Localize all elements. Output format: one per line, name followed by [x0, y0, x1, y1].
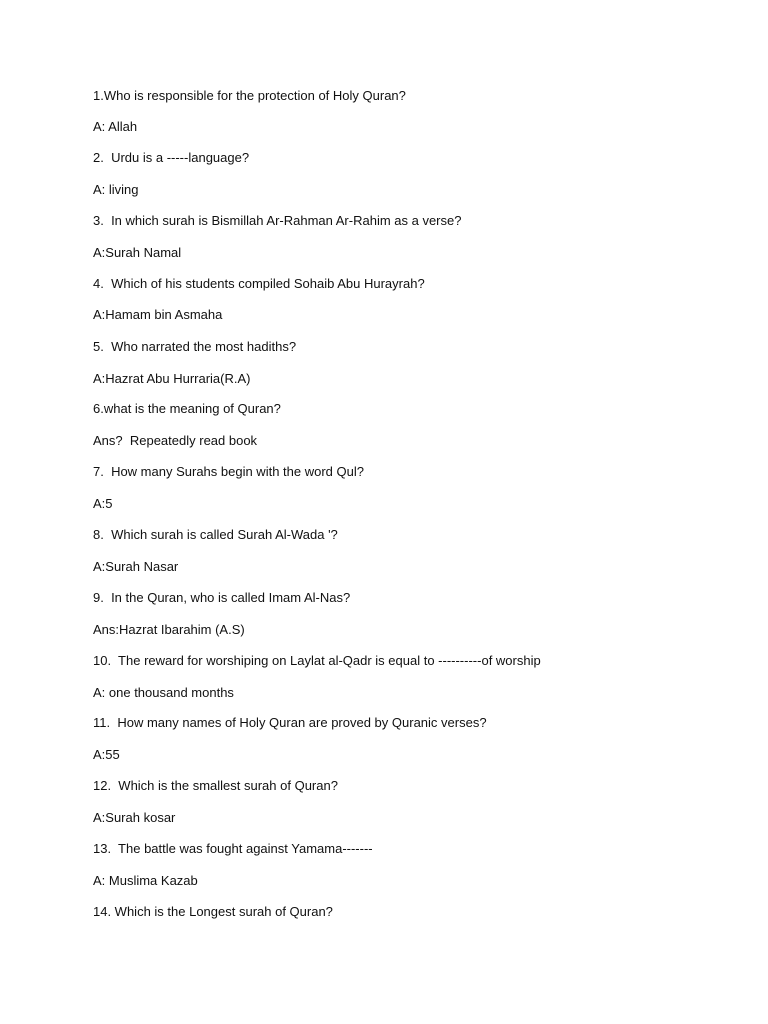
question-5: 5. Who narrated the most hadiths? [93, 339, 297, 354]
answer-5: A:Hazrat Abu Hurraria(R.A) [93, 371, 251, 386]
question-2: 2. Urdu is a -----language? [93, 150, 250, 165]
question-10: 10. The reward for worshiping on Laylat al-Qadr is equal to ----------of worship [93, 653, 541, 668]
answer-11: A:55 [93, 747, 120, 762]
question-1: 1.Who is responsible for the protection of Holy Quran? [93, 88, 406, 103]
question-9: 9. In the Quran, who is called Imam Al-Nas? [93, 590, 351, 605]
answer-6: Ans? Repeatedly read book [93, 433, 258, 448]
question-8: 8. Which surah is called Surah Al-Wada '? [93, 527, 338, 542]
answer-12: A:Surah kosar [93, 810, 176, 825]
answer-13: A: Muslima Kazab [93, 873, 198, 888]
question-3: 3. In which surah is Bismillah Ar-Rahman Ar-Rahim as a verse? [93, 213, 462, 228]
answer-4: A:Hamam bin Asmaha [93, 307, 223, 322]
question-12: 12. Which is the smallest surah of Quran? [93, 778, 338, 793]
question-13: 13. The battle was fought against Yamama------- [93, 841, 373, 856]
answer-3: A:Surah Namal [93, 245, 182, 260]
answer-8: A:Surah Nasar [93, 559, 179, 574]
question-14: 14. Which is the Longest surah of Quran? [93, 904, 333, 919]
answer-10: A: one thousand months [93, 685, 234, 700]
question-4: 4. Which of his students compiled Sohaib Abu Hurayrah? [93, 276, 425, 291]
question-11: 11. How many names of Holy Quran are proved by Quranic verses? [93, 715, 487, 730]
answer-7: A:5 [93, 496, 113, 511]
answer-1: A: Allah [93, 119, 138, 134]
question-6: 6.what is the meaning of Quran? [93, 401, 281, 416]
question-7: 7. How many Surahs begin with the word Qul? [93, 464, 364, 479]
answer-2: A: living [93, 182, 139, 197]
answer-9: Ans:Hazrat Ibarahim (A.S) [93, 622, 245, 637]
